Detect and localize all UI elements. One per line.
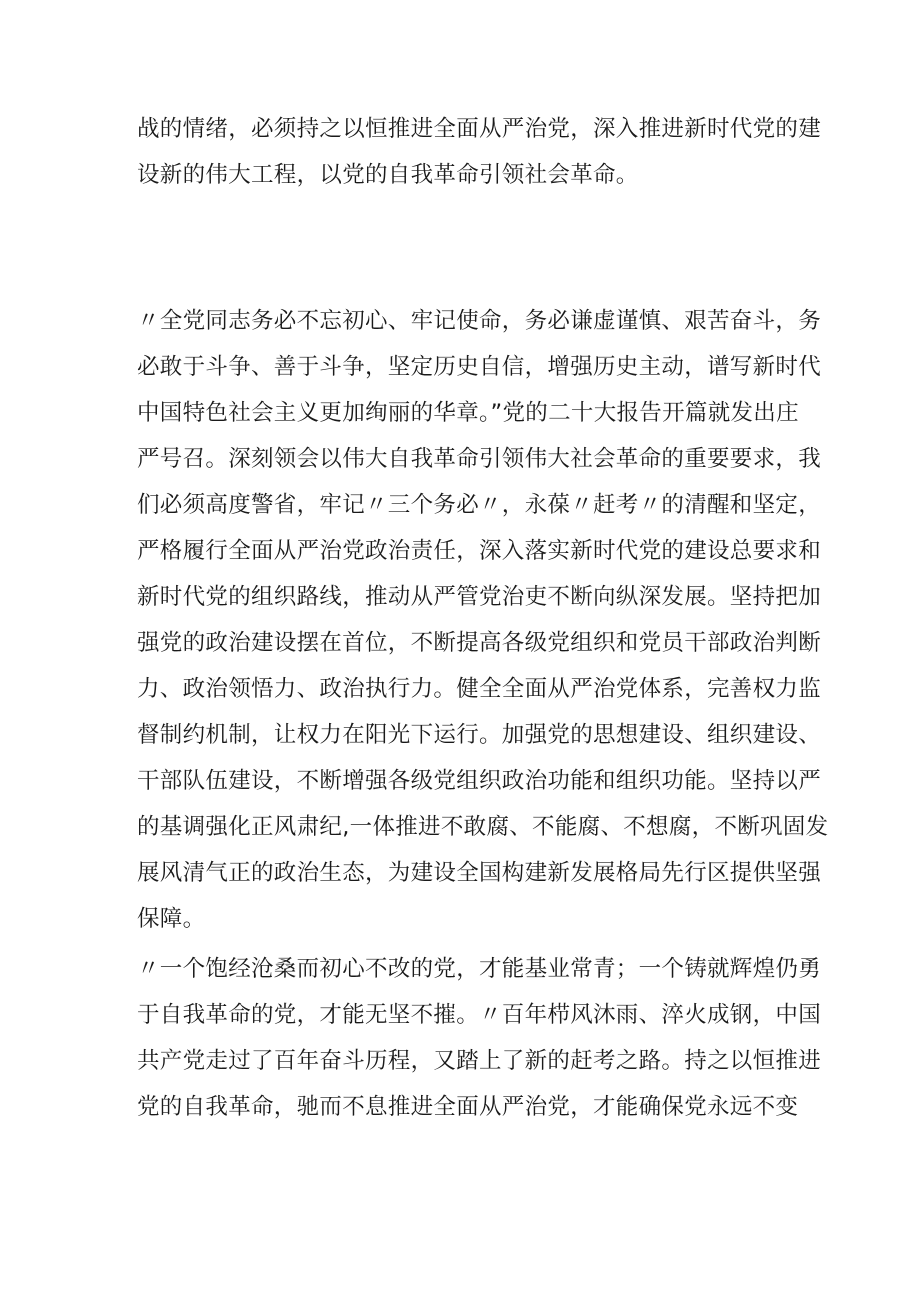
text-line: 严格履行全面从严治党政治责任，深入落实新时代党的建设总要求和 xyxy=(137,538,822,564)
text-line: 干部队伍建设，不断增强各级党组织政治功能和组织功能。坚持以严 xyxy=(137,768,822,794)
text-line: 力、政治领悟力、政治执行力。健全全面从严治党体系，完善权力监 xyxy=(137,676,822,702)
text-line: 严号召。深刻领会以伟大自我革命引领伟大社会革命的重要要求，我 xyxy=(137,446,822,472)
text-line: 必敢于斗争、善于斗争，坚定历史自信，增强历史主动，谱写新时代 xyxy=(137,354,822,380)
text-line: 的基调强化正风肃纪,一体推进不敢腐、不能腐、不想腐，不断巩固发 xyxy=(137,814,829,840)
text-line: 党的自我革命，驰而不息推进全面从严治党，才能确保党永远不变 xyxy=(137,1094,799,1120)
text-line: 共产党走过了百年奋斗历程，又踏上了新的赶考之路。持之以恒推进 xyxy=(137,1048,822,1074)
text-line: 督制约机制，让权力在阳光下运行。加强党的思想建设、组织建设、 xyxy=(137,722,822,748)
text-line: 展风清气正的政治生态，为建设全国构建新发展格局先行区提供坚强 xyxy=(137,860,822,886)
text-line: 们必须高度警省，牢记〃三个务必〃，永葆〃赶考〃的清醒和坚定， xyxy=(137,492,822,518)
text-line: 新时代党的组织路线，推动从严管党治吏不断向纵深发展。坚持把加 xyxy=(137,584,822,610)
text-line: 〃全党同志务必不忘初心、牢记使命，务必谦虚谨慎、艰苦奋斗，务 xyxy=(137,308,822,334)
text-line: 〃一个饱经沧桑而初心不改的党，才能基业常青；一个铸就辉煌仍勇 xyxy=(137,956,822,982)
text-line: 中国特色社会主义更加绚丽的华章。”党的二十大报告开篇就发出庄 xyxy=(137,400,799,426)
text-line: 战的情绪，必须持之以恒推进全面从严治党，深入推进新时代党的建 xyxy=(137,116,822,142)
text-line: 设新的伟大工程，以党的自我革命引领社会革命。 xyxy=(137,162,639,188)
text-line: 强党的政治建设摆在首位，不断提高各级党组织和党员干部政治判断 xyxy=(137,630,822,656)
text-line: 保障。 xyxy=(137,906,206,932)
text-line: 于自我革命的党，才能无坚不摧。〃百年栉风沐雨、淬火成钢，中国 xyxy=(137,1002,822,1028)
